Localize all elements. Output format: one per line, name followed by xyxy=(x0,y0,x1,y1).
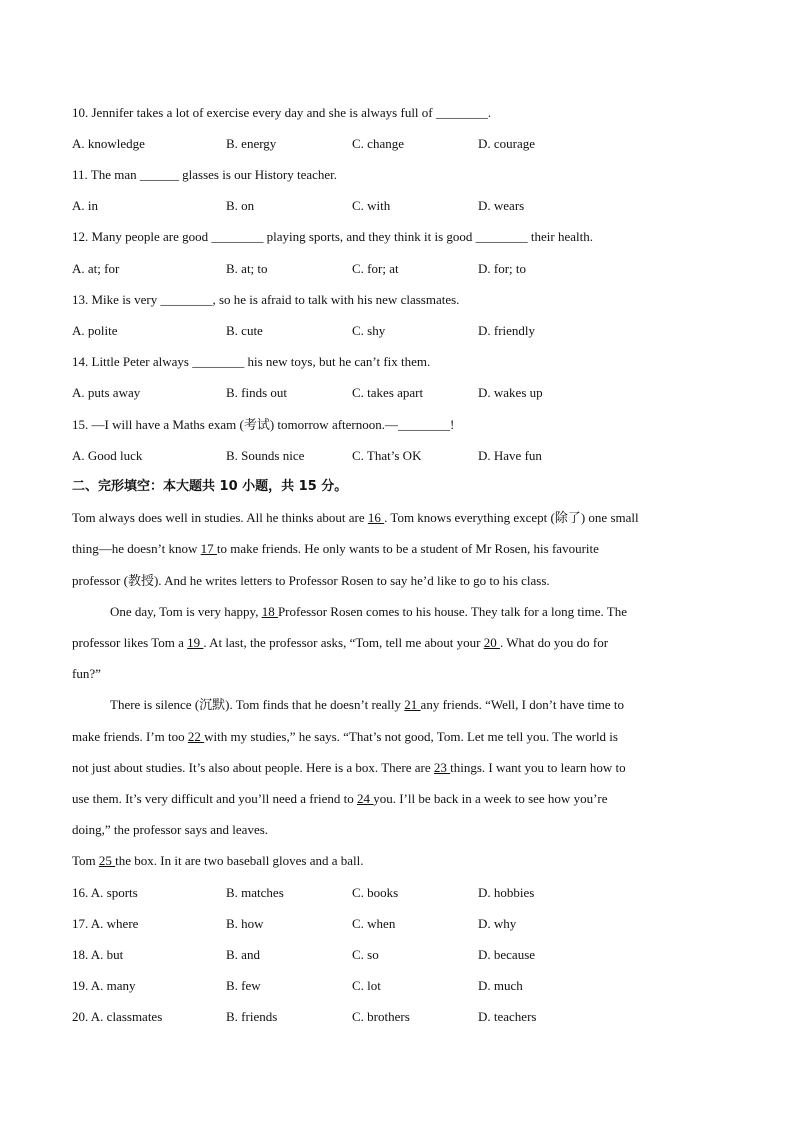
option-a: 20. A. classmates xyxy=(72,1009,163,1024)
passage-text: . Tom knows everything except (除了) one small xyxy=(384,510,639,525)
option-a: 19. A. many xyxy=(72,978,136,993)
passage-text: One day, Tom is very happy, xyxy=(110,604,262,619)
passage-line xyxy=(72,791,608,807)
option-c: C. shy xyxy=(352,323,386,338)
passage-text: you. I’ll be back in a week to see how you’re xyxy=(373,791,608,806)
option-d: D. why xyxy=(478,916,517,931)
question-10-stem: 10. Jennifer takes a lot of exercise every day and she is always full of ________. xyxy=(72,105,492,120)
passage-text: with my studies,” he says. “That’s not good, Tom. Let me tell you. The world is xyxy=(204,729,618,744)
option-a: A. polite xyxy=(72,323,118,338)
question-12-stem: 12. Many people are good ________ playing sports, and they think it is good ________ their health. xyxy=(72,229,594,244)
option-b: B. at; to xyxy=(226,261,268,276)
option-b: B. and xyxy=(226,947,260,962)
blank-17: 17 xyxy=(200,541,217,556)
question-15-stem: 15. —I will have a Maths exam (考试) tomorrow afternoon.—________! xyxy=(72,417,455,432)
passage-line xyxy=(110,697,624,713)
passage-line xyxy=(72,760,626,776)
passage-line xyxy=(72,729,618,745)
section-heading-cloze: 二、完形填空：本大题共 10 小题，共 15 分。 xyxy=(72,479,348,494)
option-b: B. matches xyxy=(226,885,284,900)
blank-25: 25 xyxy=(98,853,116,868)
passage-text: make friends. I’m too xyxy=(72,729,188,744)
question-11-stem: 11. The man ______ glasses is our History teacher. xyxy=(72,167,338,182)
passage-text: use them. It’s very difficult and you’ll need a friend to xyxy=(72,791,357,806)
question-10-options xyxy=(72,136,692,152)
question-11-options xyxy=(72,198,692,214)
cloze-options-17 xyxy=(72,916,692,932)
option-a: A. puts away xyxy=(72,385,141,400)
blank-21: 21 xyxy=(404,697,421,712)
passage-line xyxy=(110,604,627,620)
cloze-options-16 xyxy=(72,885,692,901)
option-d: D. because xyxy=(478,947,536,962)
option-b: B. finds out xyxy=(226,385,288,400)
option-d: D. for; to xyxy=(478,261,527,276)
option-b: B. how xyxy=(226,916,264,931)
option-d: D. wears xyxy=(478,198,525,213)
cloze-options-19 xyxy=(72,978,692,994)
option-a: A. knowledge xyxy=(72,136,145,151)
option-c: C. lot xyxy=(352,978,381,993)
option-c: C. brothers xyxy=(352,1009,410,1024)
passage-text: Professor Rosen comes to his house. They talk for a long time. The xyxy=(277,604,627,619)
option-b: B. cute xyxy=(226,323,263,338)
option-c: C. when xyxy=(352,916,396,931)
question-15-options xyxy=(72,448,692,464)
blank-20: 20 xyxy=(483,635,500,650)
passage-text: the box. In it are two baseball gloves and a ball. xyxy=(115,853,364,868)
question-14-options xyxy=(72,385,692,401)
option-c: C. That’s OK xyxy=(352,448,422,463)
passage-line xyxy=(72,541,599,557)
option-d: D. hobbies xyxy=(478,885,535,900)
passage-text: thing—he doesn’t know xyxy=(72,541,201,556)
blank-24: 24 xyxy=(356,791,374,806)
passage-text: . What do you do for xyxy=(499,635,609,650)
option-a: A. Good luck xyxy=(72,448,143,463)
passage-line: doing,” the professor says and leaves. xyxy=(72,822,269,837)
passage-text: any friends. “Well, I don’t have time to xyxy=(420,697,624,712)
passage-text: . At last, the professor asks, “Tom, tell me about your xyxy=(203,635,484,650)
passage-line: fun?” xyxy=(72,666,101,681)
question-12-options xyxy=(72,261,692,277)
passage-text: There is silence (沉默). Tom finds that he doesn’t really xyxy=(110,697,405,712)
passage-text: Tom always does well in studies. All he thinks about are xyxy=(72,510,368,525)
question-14-stem: 14. Little Peter always ________ his new toys, but he can’t fix them. xyxy=(72,354,431,369)
blank-16: 16 xyxy=(367,510,385,525)
passage-text: to make friends. He only wants to be a student of Mr Rosen, his favourite xyxy=(216,541,599,556)
cloze-options-18 xyxy=(72,947,692,963)
option-c: C. so xyxy=(352,947,379,962)
option-d: D. Have fun xyxy=(478,448,542,463)
passage-line xyxy=(72,853,364,869)
passage-text: Tom xyxy=(72,853,99,868)
question-13-stem: 13. Mike is very ________, so he is afraid to talk with his new classmates. xyxy=(72,292,460,307)
passage-text: professor likes Tom a xyxy=(72,635,188,650)
passage-text: not just about studies. It’s also about people. Here is a box. There are xyxy=(72,760,434,775)
option-d: D. teachers xyxy=(478,1009,537,1024)
option-c: C. books xyxy=(352,885,399,900)
option-d: D. friendly xyxy=(478,323,536,338)
option-c: C. for; at xyxy=(352,261,399,276)
blank-23: 23 xyxy=(433,760,451,775)
option-b: B. few xyxy=(226,978,261,993)
option-c: C. with xyxy=(352,198,391,213)
option-b: B. energy xyxy=(226,136,277,151)
option-a: A. in xyxy=(72,198,98,213)
passage-text: things. I want you to learn how to xyxy=(450,760,626,775)
passage-line: professor (教授). And he writes letters to Professor Rosen to say he’d like to go to his class. xyxy=(72,573,550,588)
option-d: D. much xyxy=(478,978,523,993)
option-a: 16. A. sports xyxy=(72,885,138,900)
option-d: D. courage xyxy=(478,136,536,151)
option-b: B. on xyxy=(226,198,255,213)
passage-line xyxy=(72,510,639,526)
option-d: D. wakes up xyxy=(478,385,543,400)
question-13-options xyxy=(72,323,692,339)
blank-22: 22 xyxy=(187,729,205,744)
option-a: A. at; for xyxy=(72,261,120,276)
cloze-options-20 xyxy=(72,1009,692,1025)
option-c: C. change xyxy=(352,136,404,151)
passage-line xyxy=(72,635,608,651)
option-a: 18. A. but xyxy=(72,947,124,962)
option-c: C. takes apart xyxy=(352,385,424,400)
option-a: 17. A. where xyxy=(72,916,139,931)
option-b: B. friends xyxy=(226,1009,278,1024)
blank-19: 19 xyxy=(187,635,204,650)
blank-18: 18 xyxy=(261,604,278,619)
option-b: B. Sounds nice xyxy=(226,448,305,463)
